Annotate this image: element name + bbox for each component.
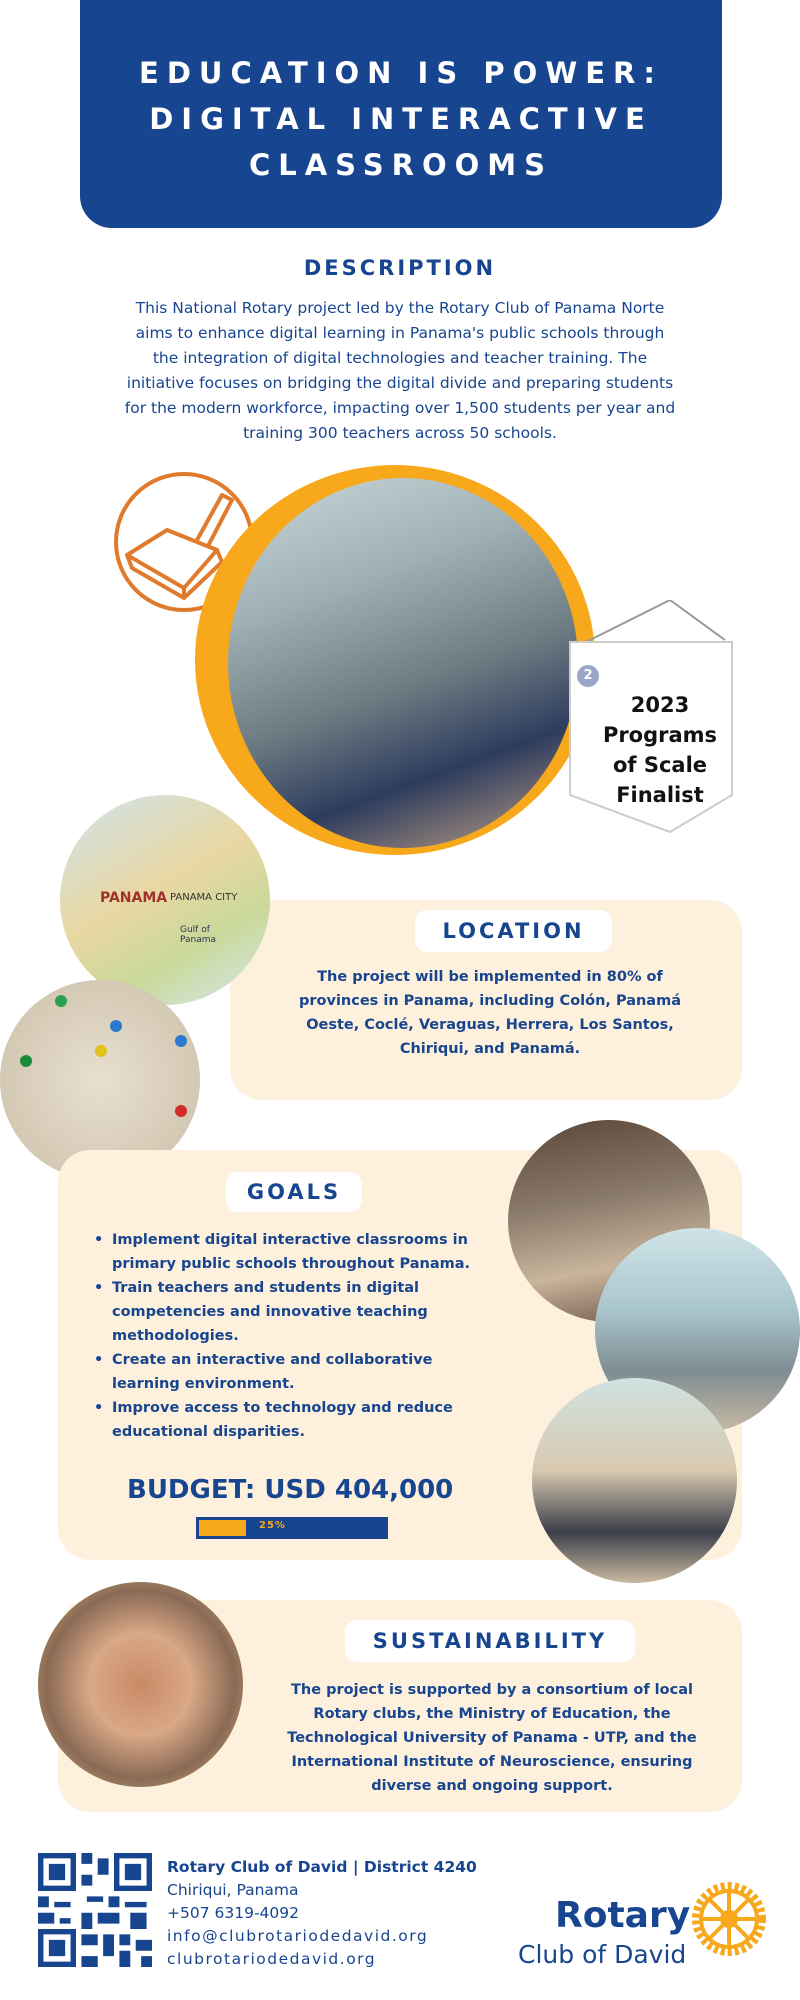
rotary-wheel-icon — [688, 1878, 770, 1960]
joined-hands-photo — [38, 1582, 243, 1787]
phone-number[interactable]: +507 6319-4092 — [167, 1904, 299, 1922]
goal-item: • Train teachers and students in digital competencies and innovative teaching methodologies. — [92, 1276, 512, 1348]
org-name: Rotary Club of David | District 4240 — [167, 1858, 477, 1876]
website-link[interactable]: clubrotariodedavid.org — [167, 1950, 377, 1968]
sustainability-line: International Institute of Neuroscience, ensuring — [291, 1754, 693, 1770]
sustainability-line: diverse and ongoing support. — [371, 1778, 613, 1794]
sustainability-heading: SUSTAINABILITY — [345, 1620, 635, 1662]
logo-rotary-text: Rotary — [555, 1895, 691, 1936]
description-line: aims to enhance digital learning in Panama's public schools through — [135, 324, 665, 342]
logo-club-text: Club of David — [518, 1940, 687, 1969]
panama-map-image — [60, 795, 270, 1005]
location-line: Oeste, Coclé, Veraguas, Herrera, Los Santos, — [306, 1017, 674, 1033]
location-heading: LOCATION — [415, 910, 612, 952]
sustainability-line: Technological University of Panama - UTP, and the — [287, 1730, 697, 1746]
title-line: EDUCATION IS POWER: — [139, 56, 663, 90]
location-line: provinces in Panama, including Colón, Panamá — [299, 993, 681, 1009]
contact-info — [167, 1856, 477, 1971]
location-line: Chiriqui, and Panamá. — [399, 1041, 581, 1057]
title-line: DIGITAL INTERACTIVE — [149, 102, 653, 136]
description-line: for the modern workforce, impacting over 1,500 students per year and — [124, 399, 676, 417]
location-text — [260, 965, 720, 1061]
qr-code[interactable] — [38, 1853, 152, 1967]
budget-label: BUDGET: USD 404,000 — [127, 1475, 454, 1505]
students-photo — [532, 1378, 737, 1583]
award-text — [590, 690, 730, 810]
award-line: 2023 — [630, 693, 690, 717]
sustainability-text — [262, 1678, 722, 1798]
map-label: PANAMA CITY — [170, 892, 238, 903]
goals-list — [92, 1228, 512, 1444]
email-link[interactable]: info@clubrotariodedavid.org — [167, 1927, 429, 1945]
title-banner — [80, 0, 722, 228]
org-location: Chiriqui, Panama — [167, 1881, 299, 1899]
description-line: the integration of digital technologies and teacher training. The — [152, 349, 648, 367]
goal-item: • Improve access to technology and reduce educational disparities. — [92, 1396, 512, 1444]
description-line: initiative focuses on bridging the digital divide and preparing students — [126, 374, 674, 392]
map-label: Gulf of Panama — [180, 925, 217, 945]
map-label: PANAMA — [100, 890, 168, 906]
budget-progress-bar — [196, 1517, 388, 1539]
title-line: CLASSROOMS — [248, 148, 554, 182]
award-line: of Scale — [612, 753, 708, 777]
progress-label: 25% — [259, 1520, 286, 1531]
sustainability-line: The project is supported by a consortium of local — [291, 1682, 693, 1698]
award-line: Finalist — [616, 783, 704, 807]
description-heading: DESCRIPTION — [303, 256, 497, 280]
location-line: The project will be implemented in 80% of — [317, 969, 663, 985]
description-line: training 300 teachers across 50 schools. — [243, 424, 557, 442]
goals-heading: GOALS — [226, 1172, 362, 1212]
description-text — [80, 296, 720, 446]
goal-item: • Implement digital interactive classrooms in primary public schools throughout Panama. — [92, 1228, 512, 1276]
goal-item: • Create an interactive and collaborative learning environment. — [92, 1348, 512, 1396]
description-line: This National Rotary project led by the Rotary Club of Panama Norte — [135, 299, 665, 317]
award-line: Programs — [602, 723, 718, 747]
medal-icon: 2 — [577, 665, 599, 687]
progress-fill — [199, 1520, 246, 1536]
sustainability-line: Rotary clubs, the Ministry of Education, the — [313, 1706, 671, 1722]
classroom-photo — [228, 478, 578, 848]
